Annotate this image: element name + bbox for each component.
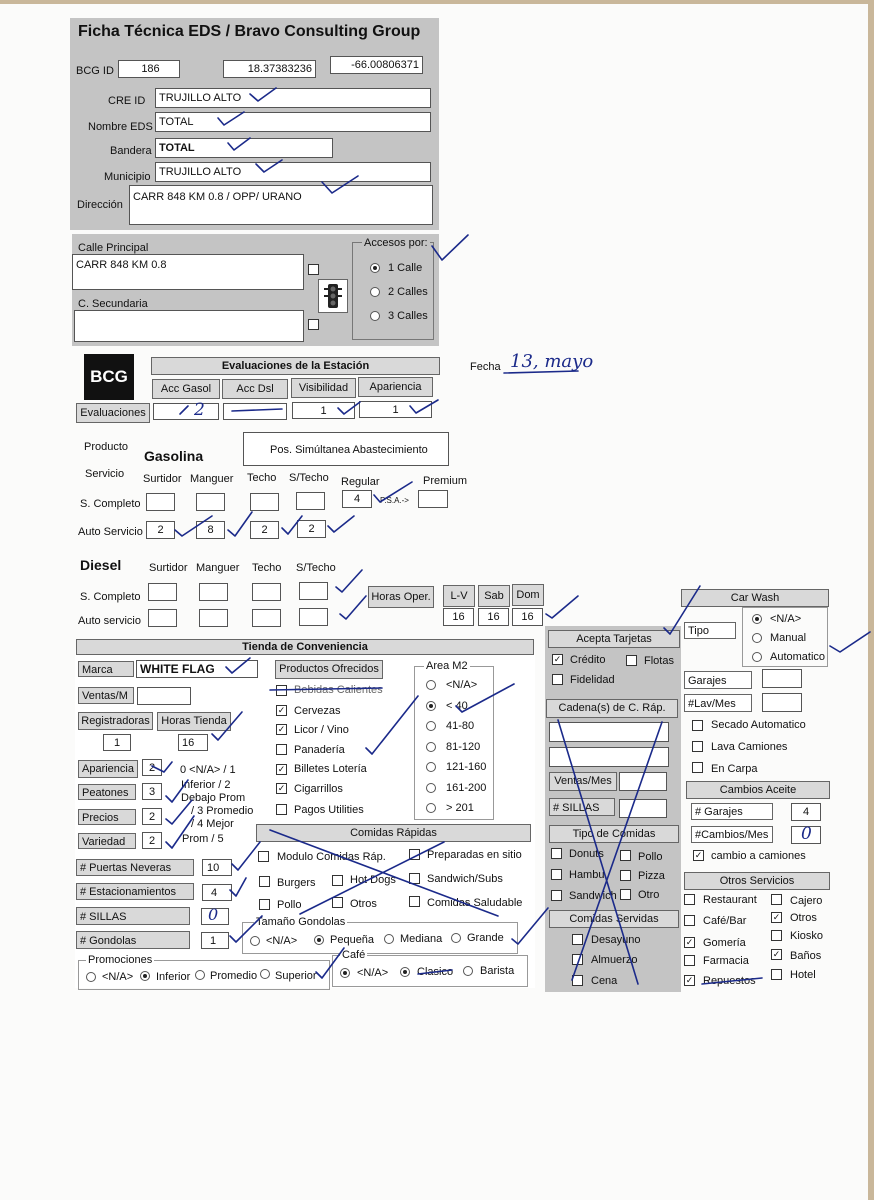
ink-scale-1 [152,762,172,772]
tarjeta-label-credito: Crédito [570,654,606,666]
variedad-value[interactable]: 2 [142,832,162,849]
gondola-option-3: Grande [467,932,504,944]
ink-check-puertas [232,842,260,870]
ink-check-dsl-sc [336,570,362,592]
handwritten-fecha: 13, mayo [510,351,594,372]
otro-label-1: Cajero [790,895,823,907]
ink-check-productos [366,696,418,754]
gondola-option-0: <N/A> [266,935,298,947]
producto-label-3: Panadería [294,744,345,756]
ink-fecha-underline [504,371,578,373]
camiones-checkbox[interactable]: ✓ [694,850,703,860]
direccion-label: Dirección [77,199,123,211]
tarjetas-title: Acepta Tarjetas [548,630,680,648]
dsl-s-completo-label: S. Completo [80,591,141,603]
ink-check-nombre [218,112,244,125]
gas-auto-servicio-label: Auto Servicio [78,526,143,538]
tipo-label-sandwich: Sandwich [569,890,617,902]
apariencia-value[interactable]: 2 [142,759,162,776]
aceite-garajes-label: # Garajes [691,803,773,820]
nombre-eds-field[interactable]: TOTAL [155,112,431,132]
accesos-option-1: 1 Calle [388,262,423,274]
latitude-field[interactable]: 18.37383236 [223,60,316,78]
bandera-label: Bandera [110,145,152,157]
producto-label-1: Cervezas [294,705,341,717]
carwash-lav-label: #Lav/Mes [684,694,752,712]
otro-cb-8[interactable]: ✓ [685,975,694,985]
ink-check-tarjetas [664,586,700,634]
producto-label: Producto [84,441,129,453]
fecha-label: Fecha [470,361,501,373]
eval-col-apariencia: Apariencia [358,377,433,397]
tarjeta-cb-credito[interactable]: ✓ [553,654,562,664]
tarjeta-label-flotas: Flotas [644,655,674,667]
area-label: Area M2 [426,660,468,672]
horas-tienda-value[interactable]: 16 [178,734,208,751]
apariencia-label: Apariencia [78,760,138,778]
promo-option-2: Promedio [210,970,258,982]
carwash-option-auto: Automatico [770,651,826,663]
gondolas-size-label: Tamaño Gondolas [256,916,346,928]
puertas-value[interactable]: 10 [202,859,232,876]
area-option-2: 41-80 [446,720,475,732]
bcg-id-label: BCG ID [76,65,114,77]
gasolina-title: Gasolina [144,448,204,464]
gas-col-stecho: S/Techo [289,472,329,484]
area-option-6: > 201 [446,802,474,814]
variedad-label: Variedad [78,833,136,849]
tarjeta-label-fidelidad: Fidelidad [570,674,615,686]
regular-label: Regular [341,476,380,488]
ink-acc-gasol-slash [180,406,188,414]
area-option-0: <N/A> [446,679,478,691]
producto-label-6: Pagos Utilities [294,804,364,816]
tienda-sillas-label: # SILLAS [76,907,190,925]
promo-option-0: <N/A> [102,971,134,983]
ink-check-bandera [228,138,250,150]
cadena-sillas-label: # SILLAS [549,798,615,816]
ink-check-promo [316,948,344,978]
tipo-label-otro: Otro [638,889,660,901]
otro-label-6: Farmacia [703,955,749,967]
eval-apariencia-value[interactable]: 1 [359,401,432,418]
ink-acc-dsl-dash [232,409,282,411]
otro-label-9: Hotel [790,969,816,981]
horas-lv-value[interactable]: 16 [443,608,474,626]
ink-x-cadena-a [558,720,638,984]
comida-label-4: Sandwich/Subs [427,873,503,885]
area-option-1: < 40 [446,700,468,712]
gondolas-label: # Gondolas [76,931,190,949]
scale-line-5: / 4 Mejor [191,818,234,830]
calle-principal-label: Calle Principal [78,242,149,254]
nombre-eds-label: Nombre EDS [88,121,153,133]
gas-s-completo-label: S. Completo [80,498,141,510]
handwritten-acc-gasol: 2 [194,400,205,420]
eval-col-visibilidad: Visibilidad [291,378,356,398]
handwritten-cambios-mes: 0 [801,824,812,844]
direccion-field[interactable]: CARR 848 KM 0.8 / OPP/ URANO [129,185,433,225]
ink-check-municipio [256,160,282,172]
comida-label-1: Preparadas en sitio [427,849,522,861]
gondolas-value[interactable]: 1 [201,932,229,949]
ink-check-horas [546,596,578,618]
ink-check-peatones [166,780,188,802]
otro-label-2: Café/Bar [703,915,747,927]
municipio-label: Municipio [104,171,151,183]
aceite-title: Cambios Aceite [686,781,830,799]
otro-label-4: Gomería [703,937,746,949]
ink-check-visibilidad [338,402,360,414]
gondola-option-1: Pequeña [330,934,375,946]
otro-label-3: Otros [790,912,817,924]
tipo-label-donuts: Donuts [569,848,604,860]
producto-label-0: Bebidas Calientes [294,684,383,696]
eval-col-acc-gasol: Acc Gasol [152,379,220,399]
comida-label-7: Comidas Saludable [427,897,523,909]
carwash-label-secado: Secado Automatico [711,719,806,731]
ventas-m-label: Ventas/M [78,687,134,704]
promo-option-3: Superior [275,970,317,982]
tipo-label-pizza: Pizza [638,870,665,882]
horas-dom-value[interactable]: 16 [512,608,543,626]
ink-x-comidas-a [270,830,498,916]
gas-as-techo[interactable]: 2 [250,521,279,539]
eval-visibilidad-value[interactable]: 1 [292,402,355,419]
bcg-logo: BCG [84,354,134,400]
horas-tienda-label: Horas Tienda [157,712,231,731]
otro-label-0: Restaurant [703,894,757,906]
comidas-rapidas-title: Comidas Rápidas [256,824,531,842]
horas-col-dom: Dom [512,584,544,606]
producto-label-2: Licor / Vino [294,724,349,736]
ink-check-regular [374,482,412,502]
aceite-garajes-value[interactable]: 4 [791,803,821,821]
comida-label-6: Otros [350,898,377,910]
ink-check-horas-tienda [212,712,242,740]
carwash-tipo-label: Tipo [684,622,736,639]
scale-line-2: Inferior / 2 [181,779,231,791]
ink-check-as3 [282,516,302,534]
otro-label-8: Repuestos [703,975,756,987]
cre-id-field[interactable]: TRUJILLO ALTO [155,88,431,108]
form-title: Ficha Técnica EDS / Bravo Consulting Group [78,23,421,40]
comida-label-3: Hot Dogs [350,874,396,886]
municipio-field[interactable]: TRUJILLO ALTO [155,162,431,182]
scale-line-3: Debajo Prom [181,792,246,804]
carwash-title: Car Wash [681,589,829,607]
cambios-mes-label: #Cambios/Mes [691,826,773,843]
ink-check-marca [226,658,250,673]
calle-principal-field[interactable]: CARR 848 KM 0.8 [72,254,304,290]
evaluaciones-title: Evaluaciones de la Estación [151,357,440,375]
comidas-servidas-title: Comidas Servidas [549,910,679,928]
puertas-label: # Puertas Neveras [76,859,194,876]
carwash-label-carpa: En Carpa [711,763,758,775]
dsl-col-stecho: S/Techo [296,562,336,574]
cafe-label: Café [342,949,366,961]
ink-strike-repuestos [702,978,762,984]
servida-label-cena: Cena [591,975,618,987]
dsl-col-manguer: Manguer [196,562,240,574]
tienda-title: Tienda de Conveniencia [76,639,534,655]
producto-cb-5[interactable]: ✓ [277,783,286,793]
tipo-comidas-title: Tipo de Comidas [549,825,679,843]
handwritten-ink-marks [0,4,874,1200]
tipo-label-pollo: Pollo [638,851,663,863]
evaluaciones-row-label: Evaluaciones [76,403,150,423]
precios-label: Precios [78,809,136,825]
pos-simultanea-label: Pos. Simúltanea Abastecimiento [270,444,428,456]
horas-col-sab: Sab [478,585,510,607]
ink-check-as2 [228,512,252,536]
gas-col-manguer: Manguer [190,473,234,485]
ink-x-cadena-b [572,722,662,980]
eval-col-acc-dsl: Acc Dsl [222,379,288,399]
gas-col-techo: Techo [247,472,277,484]
ink-check-cre [250,88,276,101]
peatones-value[interactable]: 3 [142,783,162,800]
tipo-label-hambu: Hambu. [569,869,608,881]
marca-label: Marca [78,661,134,677]
ink-check-accesos [432,235,468,260]
accesos-option-2: 2 Calles [388,286,428,298]
area-option-5: 161-200 [446,782,487,794]
registradoras-value[interactable]: 1 [103,734,131,751]
ink-x-comidas-b [300,842,444,914]
form-sheet [0,4,868,1200]
accesos-option-3: 3 Calles [388,310,428,322]
promociones-label: Promociones [88,954,153,966]
ink-check-carwash [830,632,870,652]
estacionamientos-label: # Estacionamientos [76,883,194,900]
scale-line-4: / 3 Promedio [191,805,254,817]
gas-as-manguer[interactable]: 8 [196,521,225,539]
ink-check-gondolas [230,916,262,942]
otro-cb-3[interactable]: ✓ [772,912,781,922]
carwash-option-na: <N/A> [770,613,802,625]
promo-option-1: Inferior [156,971,191,983]
area-option-3: 81-120 [446,741,481,753]
otro-label-7: Baños [790,950,822,962]
area-option-4: 121-160 [446,761,487,773]
comida-label-5: Pollo [277,899,302,911]
ink-check-estac [230,878,246,896]
otro-cb-4[interactable]: ✓ [685,937,694,947]
otro-label-5: Kiosko [790,930,824,942]
premium-label: Premium [423,475,468,487]
horas-col-lv: L-V [443,585,475,607]
producto-cb-2[interactable]: ✓ [277,724,286,734]
calle-secundaria-label: C. Secundaria [78,298,148,310]
ink-check-direccion [322,176,358,193]
bcg-id-field[interactable]: 186 [118,60,180,78]
producto-label-4: Billetes Lotería [294,763,367,775]
horas-oper-label: Horas Oper. [368,586,434,608]
gas-as-stecho[interactable]: 2 [297,520,326,538]
gas-as-surtidor[interactable]: 2 [146,521,175,539]
ink-check-precios [166,800,192,824]
handwritten-tienda-sillas: 0 [208,905,219,924]
bandera-field[interactable]: TOTAL [155,138,333,158]
scale-line-6: Prom / 5 [182,833,224,845]
ink-strike-clasico [418,970,452,974]
ink-check-area [456,684,514,712]
carwash-option-manual: Manual [770,632,807,644]
producto-cb-1[interactable]: ✓ [277,705,286,715]
accesos-label: Accesos por: [364,237,428,249]
registradoras-label: Registradoras [78,712,153,730]
dsl-auto-servicio-label: Auto servicio [78,615,141,627]
dsl-col-surtidor: Surtidor [149,562,188,574]
regular-value[interactable]: 4 [342,490,372,508]
estacionamientos-value[interactable]: 4 [202,884,232,901]
horas-sab-value[interactable]: 16 [478,608,509,626]
servicio-label: Servicio [85,468,125,480]
ink-check-gondola-size [512,908,548,944]
productos-label: Productos Ofrecidos [275,660,383,679]
ink-check-dsl-as [340,596,366,619]
cafe-option-2: Barista [480,965,515,977]
diesel-title: Diesel [80,557,122,573]
comida-label-0: Modulo Comidas Ráp. [277,851,386,863]
dsl-col-techo: Techo [252,562,282,574]
servida-label-almuerzo: Almuerzo [591,954,638,966]
cafe-option-0: <N/A> [357,967,389,979]
ink-strike-bebidas [270,688,382,690]
producto-cb-4[interactable]: ✓ [277,764,286,774]
gondola-option-2: Mediana [400,933,443,945]
otros-servicios-title: Otros Servicios [684,872,830,890]
carwash-label-camiones: Lava Camiones [711,741,788,753]
carwash-garajes-label: Garajes [684,671,752,689]
ink-check-as1 [175,516,212,536]
precios-value[interactable]: 2 [142,808,162,825]
longitude-field[interactable]: -66.00806371 [330,56,423,74]
psa-label: P.S.A.-> [380,496,409,505]
peatones-label: Peatones [78,784,136,800]
ink-check-apariencia [410,400,438,413]
gas-col-surtidor: Surtidor [143,473,182,485]
producto-label-5: Cigarrillos [294,783,343,795]
marca-field[interactable]: WHITE FLAG [136,660,258,678]
cre-id-label: CRE ID [108,95,146,107]
ink-check-as4 [328,516,354,532]
cafe-option-1: Clasico [417,966,454,978]
comida-label-2: Burgers [277,877,316,889]
cadena-ventas-label: Ventas/Mes [549,772,617,791]
otro-cb-7[interactable]: ✓ [772,949,781,959]
servida-label-desayuno: Desayuno [591,934,641,946]
cadena-title: Cadena(s) de C. Ráp. [546,699,678,718]
camiones-label: cambio a camiones [711,850,806,862]
scale-line-1: 0 <N/A> / 1 [180,764,236,776]
ink-check-variedad [166,816,194,848]
